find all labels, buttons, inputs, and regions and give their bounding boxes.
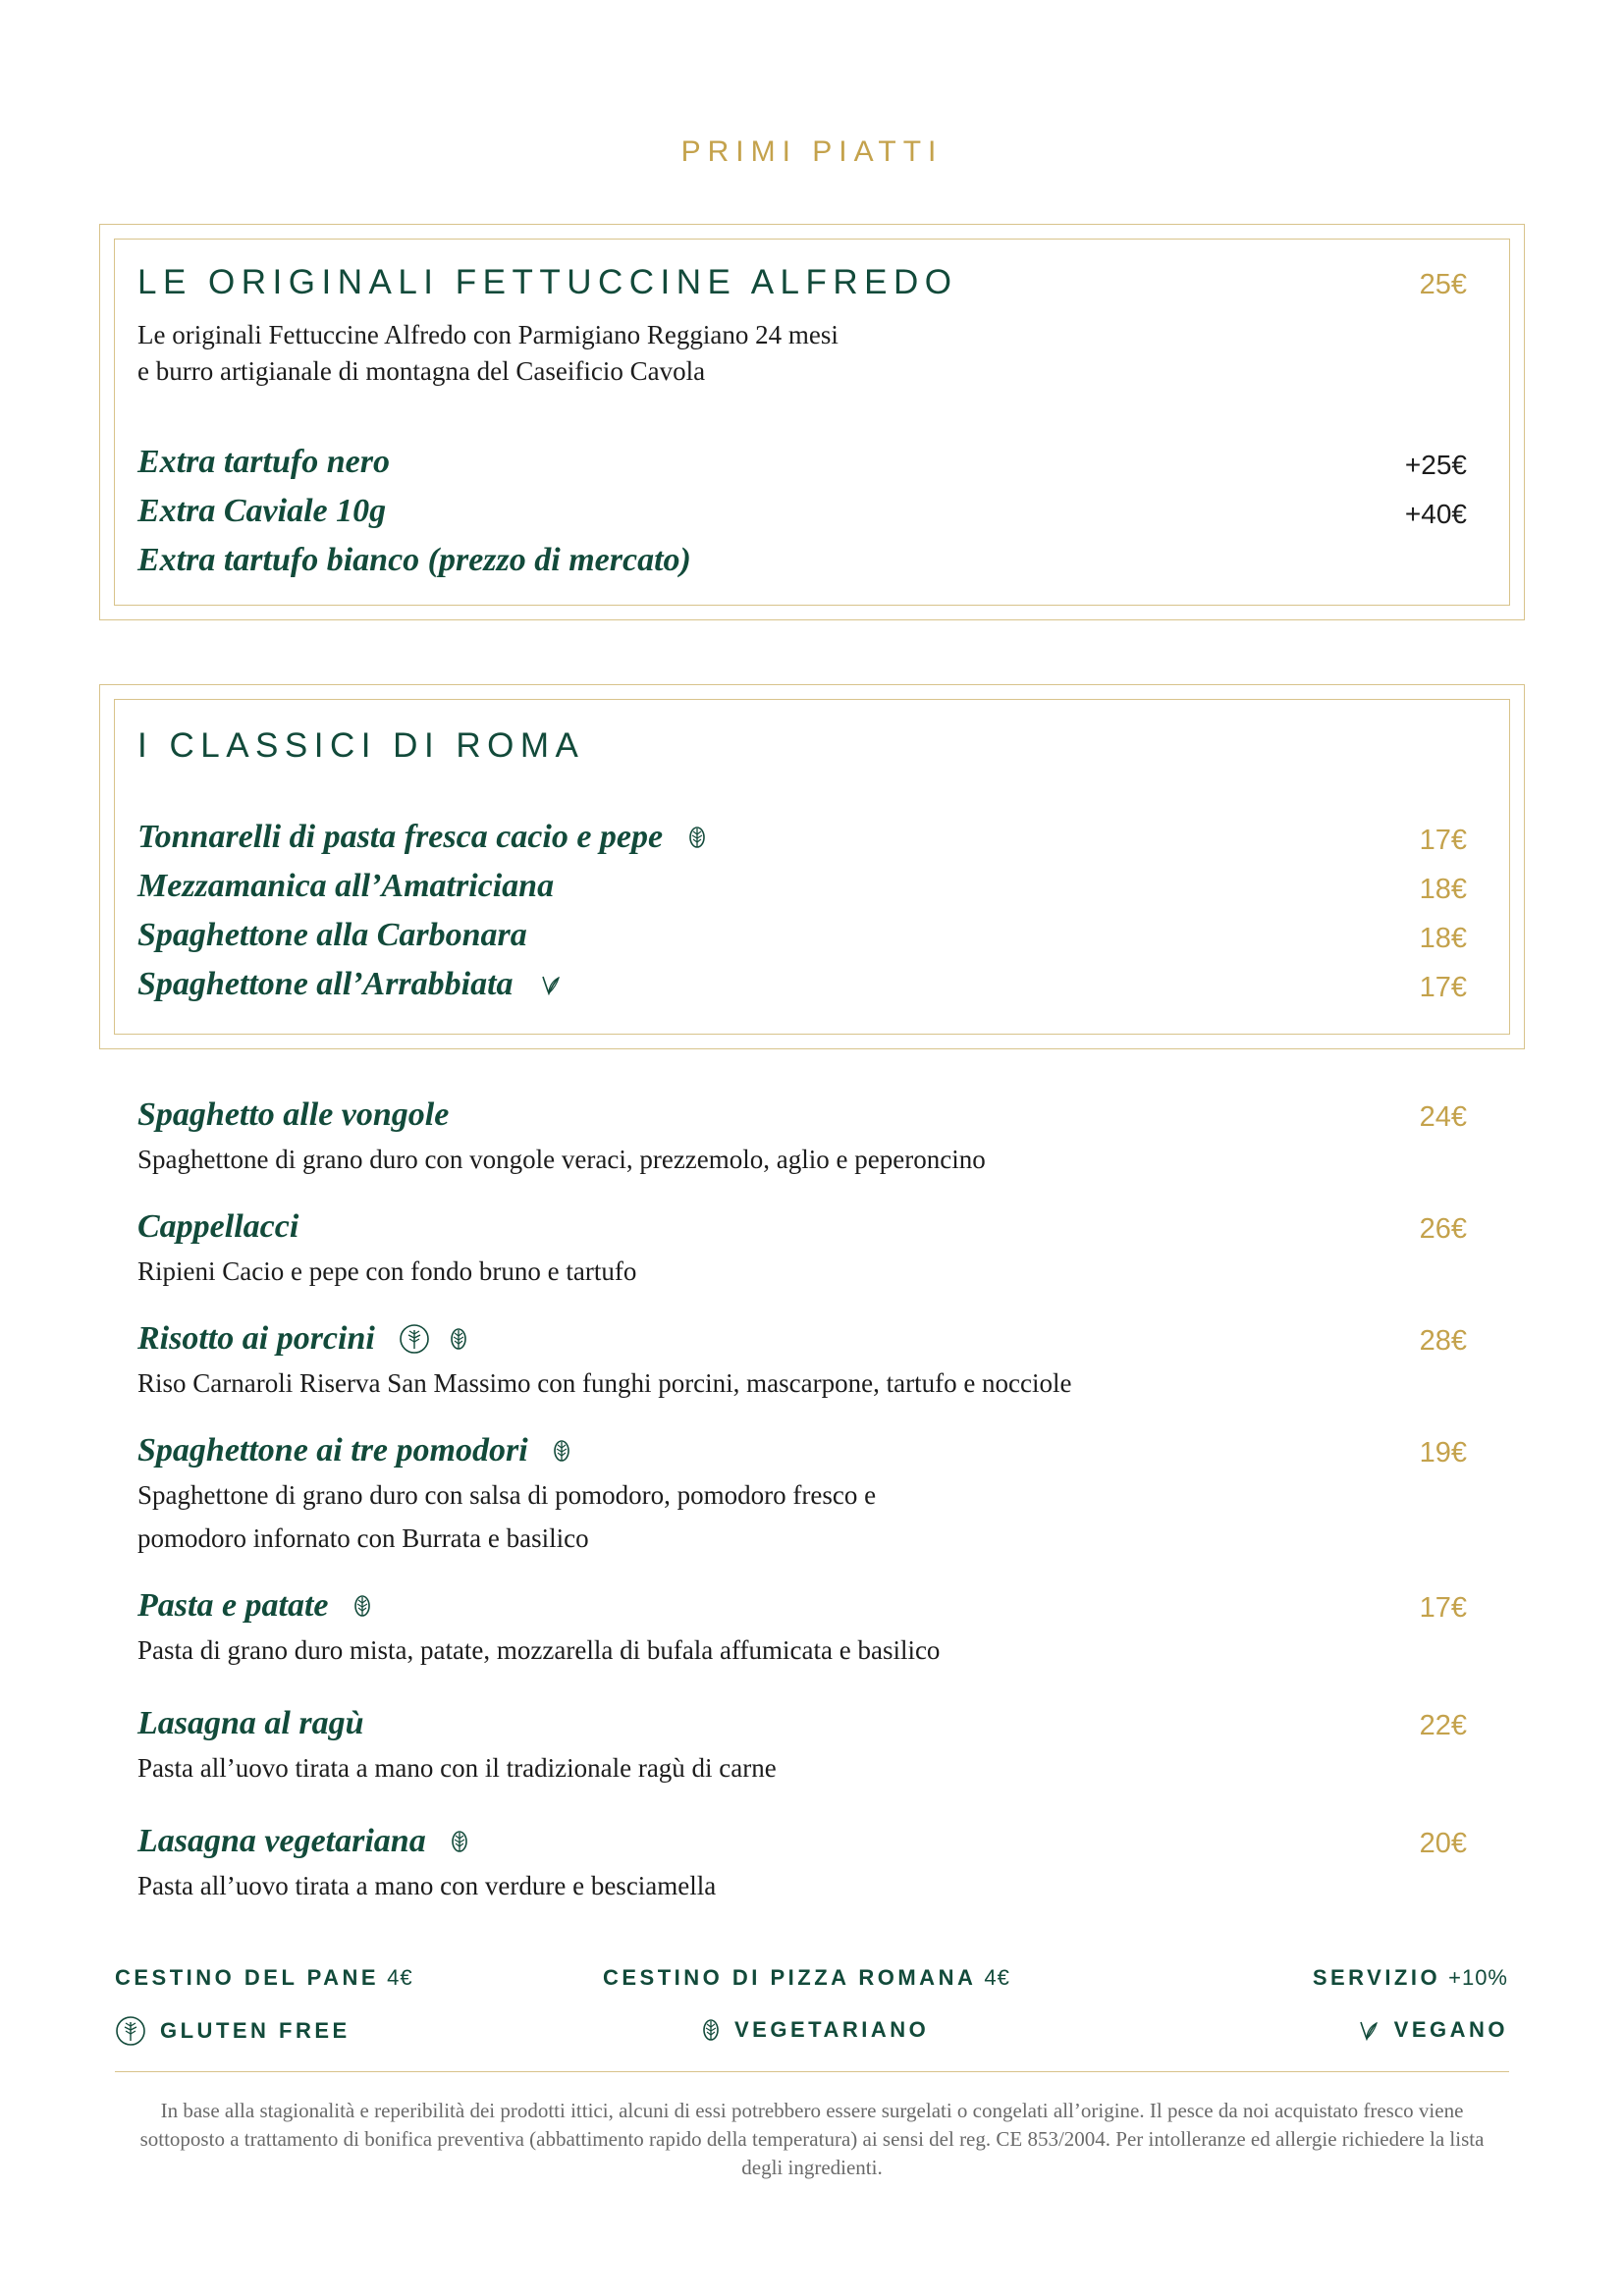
dish-desc: Riso Carnaroli Riserva San Massimo con funghi porcini, mascarpone, tartufo e nocciole [137, 1368, 1072, 1398]
legend-gluten-free: GLUTEN FREE [115, 2015, 351, 2047]
classici-price: 17€ [1419, 972, 1467, 1003]
vegetarian-icon [449, 1327, 468, 1351]
disclaimer-text: In base alla stagionalità e reperibilità dei prodotti ittici, alcuni di essi potrebbero essere surgelati o congelati all’origine. Il pesce da noi acquistato fresco viene sottoposto a trattamento di bonifica preventiva (abbattimento rapido della temperatura) ai sensi del reg. CE 853/2004. Per intolleranze ed allergie richiedere la lista degli ingredienti. [139, 2099, 1485, 2179]
extra-item: Extra Caviale 10g [137, 493, 387, 529]
dish-name: Lasagna vegetariana [137, 1821, 469, 1860]
dish-price: 22€ [1419, 1710, 1467, 1741]
dish-name: Risotto ai porcini [137, 1318, 468, 1358]
classici-item: Mezzamanica all’Amatriciana [137, 868, 555, 905]
gluten-free-icon [399, 1323, 430, 1355]
vegetarian-icon [687, 826, 707, 849]
extra-price: +40€ [1404, 499, 1467, 529]
dish-price: 26€ [1419, 1213, 1467, 1245]
service-charge: SERVIZIO +10% [1312, 1965, 1508, 1990]
vegan-icon [537, 973, 563, 996]
dish-desc: Pasta di grano duro mista, patate, mozzarella di bufala affumicata e basilico [137, 1635, 941, 1665]
extra-item: Extra tartufo bianco (prezzo di mercato) [137, 542, 691, 578]
classici-item: Spaghettone all’Arrabbiata [137, 964, 563, 1003]
bread-basket: CESTINO DEL PANE 4€ [115, 1965, 413, 1990]
legend-vegan: VEGANO [1355, 2017, 1508, 2043]
dish-price: 17€ [1419, 1592, 1467, 1624]
alfredo-title: LE ORIGINALI FETTUCCINE ALFREDO [137, 263, 958, 301]
dish-desc: Spaghettone di grano duro con salsa di pomodoro, pomodoro fresco e [137, 1480, 877, 1510]
dish-name: Pasta e patate [137, 1585, 372, 1625]
alfredo-price: 25€ [1419, 269, 1467, 300]
dish-desc: pomodoro infornato con Burrata e basilico [137, 1523, 589, 1553]
classici-title: I CLASSICI DI ROMA [137, 726, 585, 765]
classici-price: 18€ [1419, 923, 1467, 954]
vegetarian-icon [701, 2016, 721, 2044]
vegetarian-icon [450, 1830, 469, 1853]
classici-item: Tonnarelli di pasta fresca cacio e pepe [137, 817, 707, 856]
extra-item: Extra tartufo nero [137, 444, 390, 480]
dish-desc: Pasta all’uovo tirata a mano con il tradizionale ragù di carne [137, 1753, 777, 1783]
dish-name: Spaghettone ai tre pomodori [137, 1430, 571, 1469]
alfredo-desc-line-1: Le originali Fettuccine Alfredo con Parmigiano Reggiano 24 mesi [137, 320, 839, 349]
dish-price: 28€ [1419, 1325, 1467, 1357]
extra-price: +25€ [1404, 450, 1467, 480]
dish-price: 19€ [1419, 1437, 1467, 1468]
dish-desc: Ripieni Cacio e pepe con fondo bruno e tartufo [137, 1256, 637, 1286]
legend-vegetarian: VEGETARIANO [701, 2016, 929, 2044]
vegetarian-icon [352, 1594, 372, 1618]
classici-price: 17€ [1419, 825, 1467, 856]
dish-price: 20€ [1419, 1828, 1467, 1859]
vegetarian-icon [552, 1439, 571, 1463]
classici-item: Spaghettone alla Carbonara [137, 917, 527, 954]
footer-divider [115, 2071, 1509, 2072]
gluten-free-icon [115, 2015, 146, 2047]
dish-price: 24€ [1419, 1101, 1467, 1133]
page-title: PRIMI PIATTI [680, 135, 944, 168]
classici-price: 18€ [1419, 874, 1467, 905]
vegan-icon [1355, 2018, 1380, 2042]
dish-name: Lasagna al ragù [137, 1705, 364, 1742]
pizza-basket: CESTINO DI PIZZA ROMANA 4€ [603, 1965, 1010, 1990]
alfredo-desc-line-2: e burro artigianale di montagna del Caseificio Cavola [137, 356, 706, 386]
dish-desc: Spaghettone di grano duro con vongole veraci, prezzemolo, aglio e peperoncino [137, 1145, 986, 1174]
dish-name: Spaghetto alle vongole [137, 1096, 450, 1134]
dish-desc: Pasta all’uovo tirata a mano con verdure e besciamella [137, 1871, 717, 1900]
dish-name: Cappellacci [137, 1208, 299, 1246]
